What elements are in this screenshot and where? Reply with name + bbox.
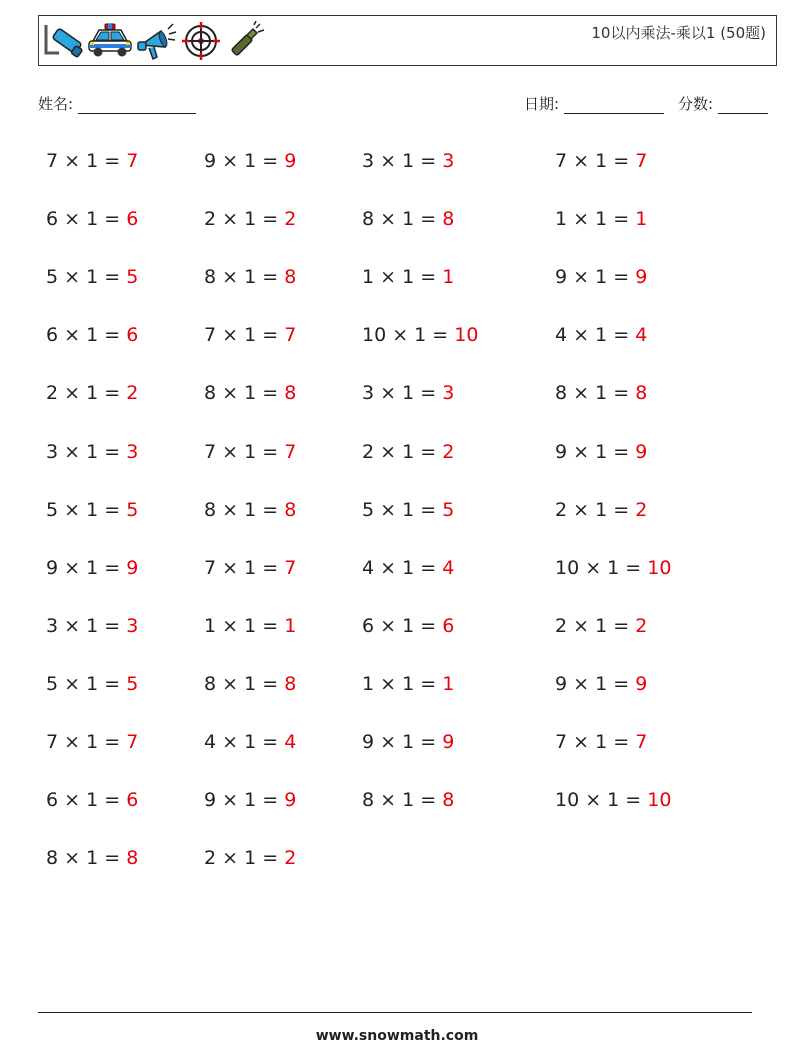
problem-question: 2 × 1 =	[555, 614, 636, 637]
flashlight-icon	[225, 21, 267, 61]
problem-item	[204, 148, 296, 174]
problem-item	[362, 322, 478, 348]
problem-answer: 9	[635, 266, 648, 289]
problem-question: 9 × 1 =	[555, 672, 636, 695]
problem-item	[555, 613, 647, 639]
problem-question: 8 × 1 =	[46, 847, 127, 870]
problem-question: 5 × 1 =	[362, 498, 443, 521]
problem-answer: 1	[635, 208, 648, 231]
problem-item	[204, 671, 296, 697]
date-field	[524, 93, 664, 114]
problem-item	[362, 497, 454, 523]
problem-question: 6 × 1 =	[362, 614, 443, 637]
problem-answer: 10	[647, 789, 672, 812]
problem-item	[362, 613, 454, 639]
problem-question: 8 × 1 =	[362, 208, 443, 231]
problem-question: 8 × 1 =	[204, 498, 285, 521]
problem-item	[204, 497, 296, 523]
name-label: 姓名:	[38, 95, 74, 113]
problem-answer: 7	[635, 731, 648, 753]
problem-answer: 8	[284, 672, 297, 695]
problem-item	[46, 787, 138, 813]
problem-item	[555, 555, 671, 581]
problem-answer: 5	[126, 266, 139, 289]
problem-question: 2 × 1 =	[204, 847, 285, 870]
problem-question: 9 × 1 =	[204, 789, 285, 812]
problem-answer: 7	[284, 440, 297, 463]
problem-answer: 9	[284, 150, 297, 172]
score-blank[interactable]	[718, 97, 768, 114]
problem-question: 8 × 1 =	[204, 266, 285, 289]
problem-question: 2 × 1 =	[204, 208, 285, 231]
problem-item	[362, 439, 454, 465]
problem-item	[204, 555, 296, 581]
problem-item	[555, 380, 647, 406]
problem-answer: 3	[126, 614, 139, 637]
date-label: 日期:	[524, 95, 560, 113]
problem-question: 3 × 1 =	[46, 440, 127, 463]
problem-question: 7 × 1 =	[46, 150, 127, 172]
problem-answer: 2	[442, 440, 455, 463]
problem-item	[46, 497, 138, 523]
problem-answer: 1	[284, 614, 297, 637]
problem-answer: 7	[635, 150, 648, 172]
problem-question: 10 × 1 =	[362, 324, 455, 347]
problem-item	[204, 264, 296, 290]
problem-question: 8 × 1 =	[555, 382, 636, 405]
problem-answer: 8	[284, 266, 297, 289]
problem-question: 3 × 1 =	[362, 150, 443, 172]
problem-item	[46, 613, 138, 639]
score-label: 分数:	[678, 95, 714, 113]
problem-question: 2 × 1 =	[362, 440, 443, 463]
problem-answer: 2	[635, 614, 648, 637]
header-icons	[43, 19, 267, 63]
problem-question: 6 × 1 =	[46, 208, 127, 231]
score-field	[678, 93, 768, 114]
problem-item	[362, 380, 454, 406]
problem-answer: 10	[647, 556, 672, 579]
crosshair-icon	[179, 21, 223, 61]
problem-item	[46, 322, 138, 348]
problem-answer: 6	[442, 614, 455, 637]
problem-item	[46, 729, 138, 755]
problem-question: 7 × 1 =	[204, 556, 285, 579]
problem-question: 6 × 1 =	[46, 324, 127, 347]
problem-question: 1 × 1 =	[555, 208, 636, 231]
problem-question: 2 × 1 =	[555, 498, 636, 521]
footer-divider	[38, 1012, 752, 1013]
problem-answer: 5	[442, 498, 455, 521]
problem-answer: 5	[126, 672, 139, 695]
problem-item	[46, 845, 138, 871]
megaphone-icon	[135, 21, 177, 61]
problem-item	[204, 206, 296, 232]
problem-item	[46, 380, 138, 406]
problem-answer: 6	[126, 789, 139, 812]
problem-answer: 7	[284, 556, 297, 579]
problem-question: 7 × 1 =	[204, 324, 285, 347]
problem-question: 3 × 1 =	[362, 382, 443, 405]
problem-question: 5 × 1 =	[46, 498, 127, 521]
problem-answer: 1	[442, 672, 455, 695]
problem-question: 8 × 1 =	[362, 789, 443, 812]
problem-question: 6 × 1 =	[46, 789, 127, 812]
problem-answer: 4	[442, 556, 455, 579]
problem-question: 4 × 1 =	[204, 731, 285, 753]
problem-item	[46, 671, 138, 697]
problem-item	[555, 264, 647, 290]
problem-answer: 6	[126, 324, 139, 347]
problem-question: 1 × 1 =	[362, 672, 443, 695]
footer-url: www.snowmath.com	[315, 1028, 479, 1044]
problem-answer: 8	[442, 208, 455, 231]
problem-answer: 3	[442, 382, 455, 405]
problem-answer: 7	[126, 150, 139, 172]
problem-answer: 7	[284, 324, 297, 347]
worksheet-title: 10以内乘法-乘以1 (50题)	[591, 24, 766, 42]
problem-question: 4 × 1 =	[555, 324, 636, 347]
problem-item	[46, 264, 138, 290]
problem-answer: 7	[126, 731, 139, 753]
problem-answer: 2	[126, 382, 139, 405]
problem-item	[204, 729, 296, 755]
problem-item	[362, 787, 454, 813]
problem-item	[362, 671, 454, 697]
date-blank[interactable]	[564, 97, 664, 114]
problem-question: 10 × 1 =	[555, 789, 648, 812]
problem-answer: 9	[442, 731, 455, 753]
problem-answer: 3	[126, 440, 139, 463]
problem-answer: 9	[126, 556, 139, 579]
problem-answer: 4	[284, 731, 297, 753]
problem-answer: 2	[284, 847, 297, 870]
problem-question: 7 × 1 =	[204, 440, 285, 463]
problem-question: 9 × 1 =	[46, 556, 127, 579]
problem-item	[204, 439, 296, 465]
problem-answer: 2	[284, 208, 297, 231]
name-blank[interactable]	[78, 97, 196, 114]
problem-item	[555, 322, 647, 348]
problem-answer: 5	[126, 498, 139, 521]
problem-answer: 8	[126, 847, 139, 870]
problem-question: 3 × 1 =	[46, 614, 127, 637]
problem-question: 5 × 1 =	[46, 672, 127, 695]
problem-question: 8 × 1 =	[204, 382, 285, 405]
problem-answer: 9	[635, 672, 648, 695]
problem-question: 1 × 1 =	[362, 266, 443, 289]
problem-answer: 8	[284, 382, 297, 405]
problem-question: 8 × 1 =	[204, 672, 285, 695]
problem-item	[555, 671, 647, 697]
problem-item	[362, 206, 454, 232]
problem-question: 7 × 1 =	[555, 731, 636, 753]
problem-item	[204, 787, 296, 813]
problem-item	[555, 787, 671, 813]
problem-item	[46, 555, 138, 581]
problem-question: 1 × 1 =	[204, 614, 285, 637]
problem-item	[204, 380, 296, 406]
problem-item	[204, 613, 296, 639]
problem-item	[362, 555, 454, 581]
problem-item	[555, 729, 647, 755]
problem-item	[362, 264, 454, 290]
problem-answer: 9	[635, 440, 648, 463]
problem-item	[555, 148, 647, 174]
problem-item	[555, 206, 647, 232]
problem-item	[362, 729, 454, 755]
problem-item	[46, 148, 138, 174]
problem-question: 5 × 1 =	[46, 266, 127, 289]
problem-item	[204, 322, 296, 348]
police-car-icon	[87, 21, 133, 61]
name-field	[38, 93, 196, 114]
problem-answer: 10	[454, 324, 479, 347]
problem-answer: 8	[284, 498, 297, 521]
problem-question: 10 × 1 =	[555, 556, 648, 579]
cctv-camera-icon	[43, 21, 85, 61]
problem-item	[362, 148, 454, 174]
problem-answer: 2	[635, 498, 648, 521]
problem-question: 4 × 1 =	[362, 556, 443, 579]
problem-answer: 3	[442, 150, 455, 172]
problem-question: 9 × 1 =	[362, 731, 443, 753]
problem-item	[46, 439, 138, 465]
problem-question: 2 × 1 =	[46, 382, 127, 405]
problem-item	[204, 845, 296, 871]
problem-answer: 9	[284, 789, 297, 812]
worksheet-header	[38, 15, 777, 66]
problem-question: 9 × 1 =	[555, 266, 636, 289]
problem-item	[46, 206, 138, 232]
problem-answer: 8	[442, 789, 455, 812]
problem-question: 7 × 1 =	[555, 150, 636, 172]
problem-question: 9 × 1 =	[204, 150, 285, 172]
problem-answer: 4	[635, 324, 648, 347]
problem-item	[555, 497, 647, 523]
problem-answer: 8	[635, 382, 648, 405]
problem-question: 7 × 1 =	[46, 731, 127, 753]
problem-item	[555, 439, 647, 465]
problem-answer: 1	[442, 266, 455, 289]
problem-answer: 6	[126, 208, 139, 231]
problem-question: 9 × 1 =	[555, 440, 636, 463]
